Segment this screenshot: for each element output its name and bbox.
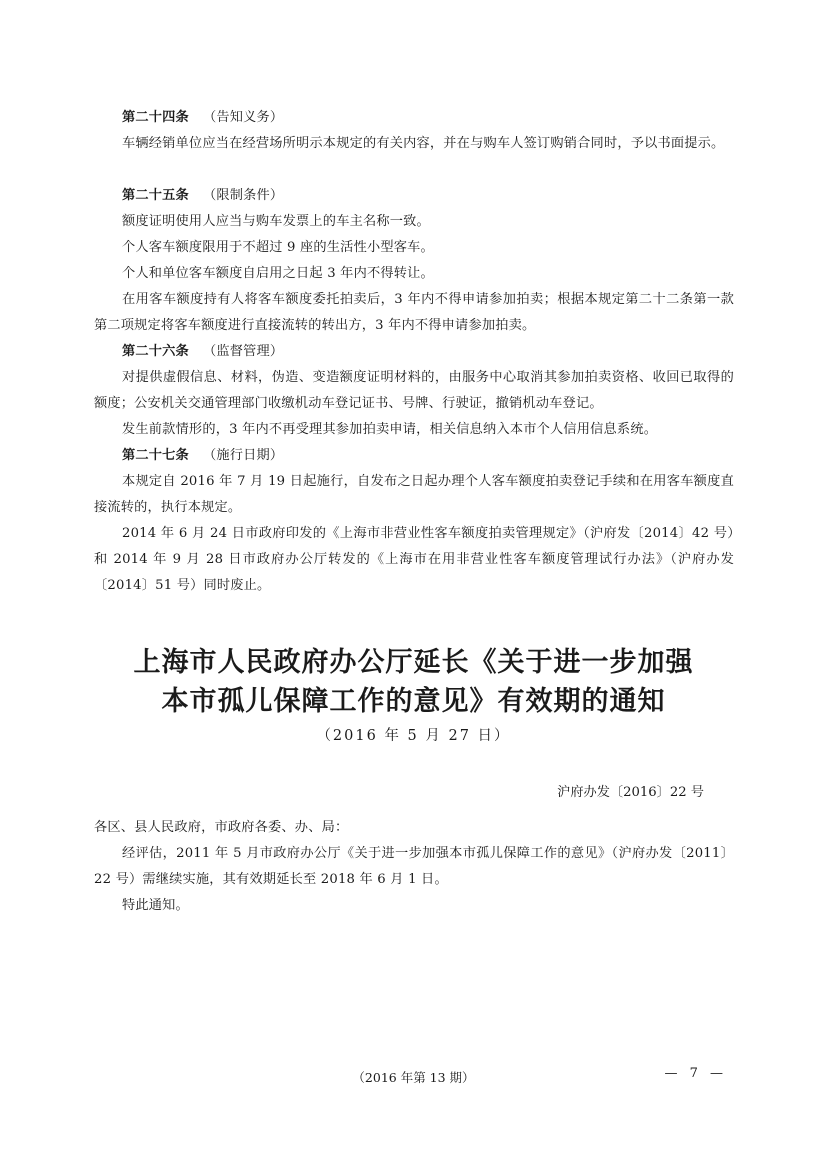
article-label: 第二十四条 [122, 110, 189, 125]
footer-issue: （2016 年第 13 期） [352, 1070, 475, 1085]
article-25-heading [94, 183, 734, 209]
article-25-paragraph-4: 在用客车额度持有人将客车额度委托拍卖后，3 年内不得申请参加拍卖；根据本规定第二十二条第一款第二项规定将客车额度进行直接流转的转出方，3 年内不得申请参加拍卖。 [94, 292, 734, 333]
article-25-paragraph-1: 额度证明使用人应当与购车发票上的车主名称一致。 [122, 214, 430, 229]
article-label: 第二十五条 [122, 188, 189, 203]
notice-title-line-2: 本市孤儿保障工作的意见》有效期的通知 [161, 686, 666, 717]
article-24-heading [94, 105, 734, 131]
notice-title-line-1: 上海市人民政府办公厅延长《关于进一步加强 [133, 647, 694, 678]
article-label: 第二十六条 [122, 344, 189, 359]
article-24-paragraph-1: 车辆经销单位应当在经营场所明示本规定的有关内容，并在与购车人签订购销合同时，予以书面提示。 [122, 136, 725, 151]
notice-closing: 特此通知。 [122, 898, 189, 913]
article-25-paragraph-3: 个人和单位客车额度自启用之日起 3 年内不得转让。 [122, 266, 434, 281]
footer-page-number: — 7 — [664, 1066, 727, 1081]
article-label: 第二十七条 [122, 448, 189, 463]
article-26-paragraph-1: 对提供虚假信息、材料，伪造、变造额度证明材料的，由服务中心取消其参加拍卖资格、收回已取得的额度；公安机关交通管理部门收缴机动车登记证书、号牌、行驶证，撤销机动车登记。 [94, 370, 734, 411]
article-title: （施行日期） [202, 448, 284, 463]
notice-salutation: 各区、县人民政府，市政府各委、办、局： [94, 820, 349, 835]
notice-body: 经评估，2011 年 5 月市政府办公厅《关于进一步加强本市孤儿保障工作的意见》（沪府办发〔2011〕22 号）需继续实施，其有效期延长至 2018 年 6 月 1 日。 [94, 846, 734, 887]
article-title: （限制条件） [202, 188, 284, 203]
document-number: 沪府办发〔2016〕22 号 [557, 785, 704, 800]
article-25-paragraph-2: 个人客车额度限用于不超过 9 座的生活性小型客车。 [122, 240, 434, 255]
article-27-paragraph-1: 本规定自 2016 年 7 月 19 日起施行，自发布之日起办理个人客车额度拍卖登记手续和在用客车额度直接流转的，执行本规定。 [94, 474, 734, 515]
article-title: （监督管理） [202, 344, 284, 359]
notice-date: （2016 年 5 月 27 日） [316, 728, 511, 744]
article-27-paragraph-2: 2014 年 6 月 24 日市政府印发的《上海市非营业性客车额度拍卖管理规定》（沪府发〔2014〕42 号）和 2014 年 9 月 28 日市政府办公厅转发的《上海市在用非营业性客车额度管理试行办法》（沪府办发〔2014〕51 号）同时废止。 [94, 526, 734, 593]
article-26-heading [94, 339, 734, 365]
article-title: （告知义务） [202, 110, 284, 125]
article-27-heading [94, 443, 734, 469]
article-26-paragraph-2: 发生前款情形的，3 年内不再受理其参加拍卖申请，相关信息纳入本市个人信用信息系统。 [122, 422, 658, 437]
